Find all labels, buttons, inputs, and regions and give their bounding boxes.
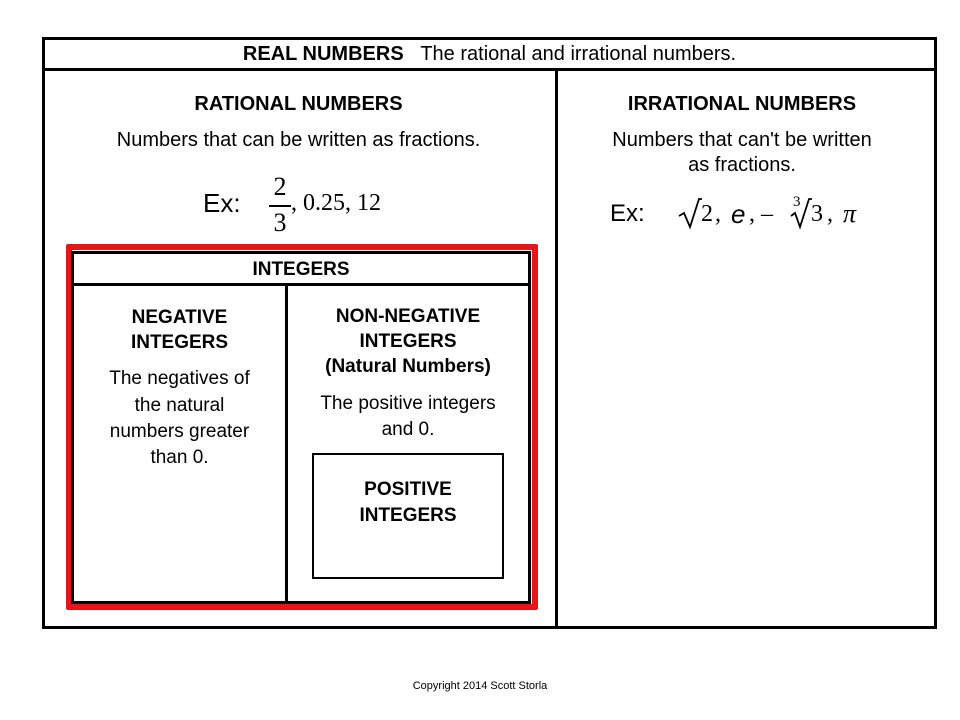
integers-title: INTEGERS — [252, 259, 350, 280]
integers-header-divider — [71, 283, 531, 286]
negative-desc-line4: than 0. — [150, 447, 209, 468]
irrational-description-line2: as fractions. — [688, 154, 796, 176]
nonnegative-title-line1: NON-NEGATIVE — [335, 306, 481, 327]
irrational-example-label: Ex: — [610, 200, 645, 227]
cbrt-radicand: 3 — [811, 201, 823, 227]
rational-title: RATIONAL NUMBERS — [194, 93, 403, 115]
real-numbers-title: REAL NUMBERS — [242, 43, 404, 65]
rational-irrational-divider — [555, 68, 558, 629]
negative-desc-line2: the natural — [134, 395, 225, 416]
cbrt-index: 3 — [793, 194, 801, 210]
real-numbers-header — [42, 43, 937, 66]
positive-title-line2: INTEGERS — [359, 505, 457, 526]
nonnegative-title-line2: INTEGERS — [359, 331, 457, 352]
rational-description: Numbers that can be written as fractions. — [116, 129, 481, 151]
fraction-bar — [269, 205, 291, 207]
negative-desc-line3: numbers greater — [109, 421, 250, 442]
fraction-numerator: 2 — [273, 172, 287, 201]
separator-2: , – — [749, 201, 773, 227]
pi-symbol: π — [843, 199, 857, 228]
fraction-denominator: 3 — [273, 208, 287, 237]
nonnegative-desc-line2: and 0. — [381, 419, 435, 440]
cube-root-icon — [790, 196, 812, 230]
copyright-text: Copyright 2014 Scott Storla — [412, 680, 548, 692]
positive-title-line1: POSITIVE — [364, 479, 452, 500]
real-numbers-description: The rational and irrational numbers. — [420, 43, 737, 65]
euler-number: e — [731, 199, 746, 229]
rational-example — [203, 172, 443, 238]
negative-title-line2: INTEGERS — [130, 332, 229, 353]
negative-title-line1: NEGATIVE — [131, 307, 228, 328]
separator-3: , — [827, 201, 833, 227]
nonnegative-title-line3: (Natural Numbers) — [325, 356, 491, 377]
irrational-description-line1: Numbers that can't be written — [612, 129, 872, 151]
irrational-title: IRRATIONAL NUMBERS — [627, 93, 857, 115]
irrational-example — [610, 194, 880, 234]
header-divider — [42, 68, 937, 71]
rational-example-label: Ex: — [203, 188, 241, 218]
negative-desc-line1: The negatives of — [109, 368, 250, 389]
nonnegative-desc-line1: The positive integers — [320, 393, 496, 414]
sqrt-radicand: 2 — [701, 201, 713, 227]
rational-example-values: , 0.25, 12 — [291, 190, 381, 216]
square-root-icon — [678, 196, 702, 230]
separator-1: , — [715, 201, 721, 227]
